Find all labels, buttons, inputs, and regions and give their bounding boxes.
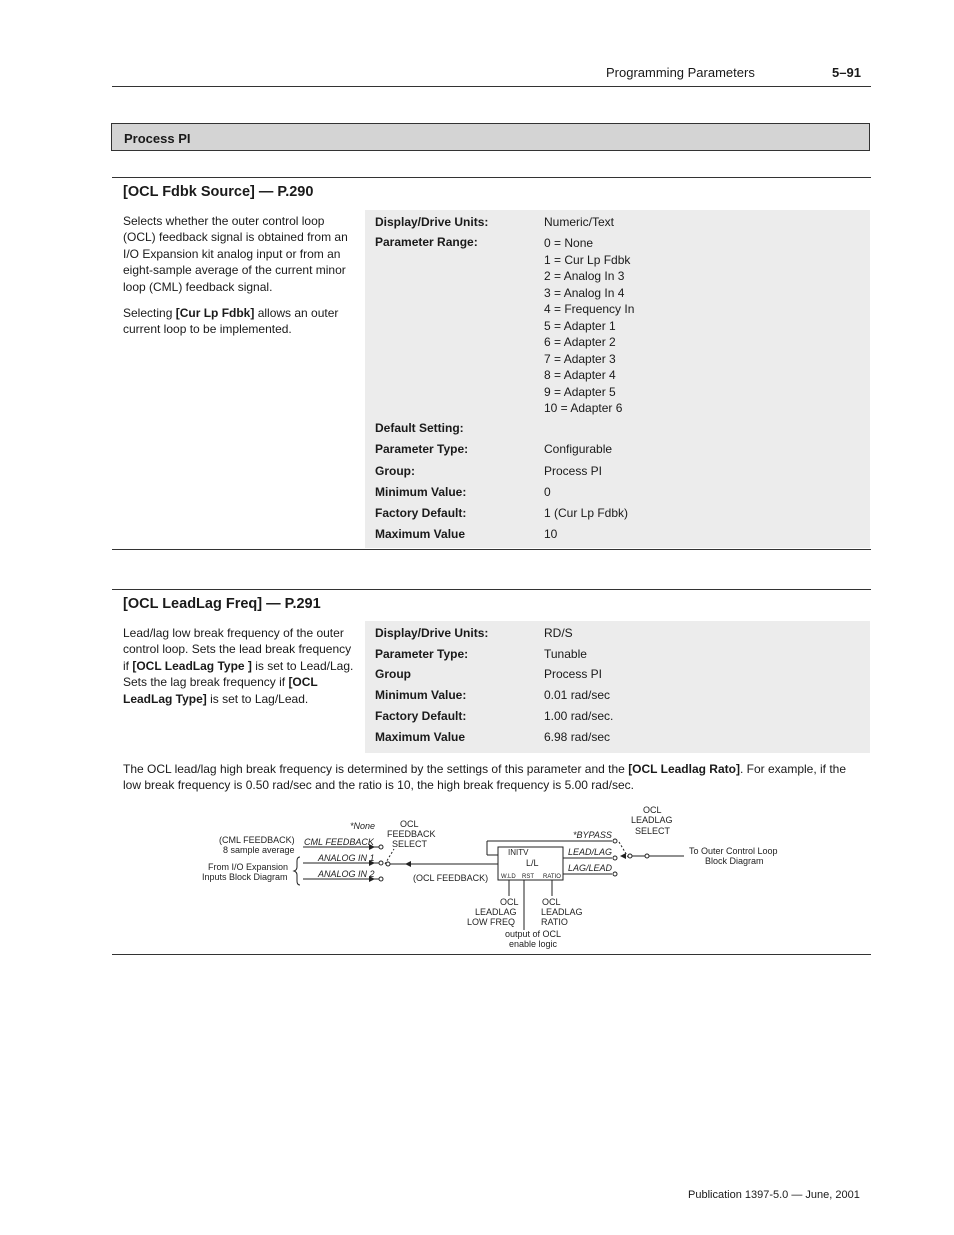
diagram-label: OCL xyxy=(400,819,419,829)
diagram-label: L/L xyxy=(526,858,539,868)
diagram-label: 8 sample average xyxy=(223,845,295,855)
param2-note: The OCL lead/lag high break frequency is determined by the settings of this parameter and the [OCL Leadlag Rato]. For example, if the low break frequency is 0.50 rad/sec and the ratio is 10, the high break frequency is 5.00 rad/sec. xyxy=(123,762,847,793)
diagram-label: CML FEEDBACK xyxy=(304,837,374,847)
diagram-label: INITV xyxy=(508,848,529,857)
param2-attributes-panel: Display/Drive Units: RD/S Parameter Type: Tunable Group Process PI Minimum Value: 0.01 rad/sec Factory Default: 1.00 rad/sec. Maximum Value 6.98 rad/sec xyxy=(365,621,870,753)
diagram-label: SELECT xyxy=(392,839,428,849)
diagram-label: OCL xyxy=(500,897,519,907)
diagram-label: ANALOG IN 1 xyxy=(318,853,375,863)
param1-title: [OCL Fdbk Source] — P.290 xyxy=(123,184,314,200)
diagram-label: FEEDBACK xyxy=(387,829,436,839)
diagram-label: OCL xyxy=(542,897,561,907)
diagram-label: (OCL FEEDBACK) xyxy=(413,873,489,883)
param2-bottom-rule xyxy=(112,954,871,955)
diagram-label: OCL xyxy=(643,805,662,815)
param2-description: Lead/lag low break frequency of the outer control loop. Sets the lead break frequency if [OCL LeadLag Type ] is set to Lead/Lag. Sets the lag break frequency if [OCL LeadLag Type] is set to Lag/Lead. xyxy=(123,626,354,706)
diagram-label: LEADLAG xyxy=(541,907,583,917)
running-header-title: Programming Parameters xyxy=(606,65,755,80)
diagram-label: RATIO xyxy=(541,917,568,927)
diagram-label: output of OCL xyxy=(505,929,562,939)
diagram-label: LEADLAG xyxy=(631,815,673,825)
diagram-label: LEAD/LAG xyxy=(568,847,613,857)
param1-attributes-panel: Display/Drive Units: Numeric/Text Parameter Range: 0 = None 1 = Cur Lp Fdbk 2 = Analog In 3 3 = Analog In 4 4 = Frequency In 5 = Adapter 1 6 = Adapter 2 7 = Adapter 3 8 = Adapter 4 9 = Adapter 5 10 = Adapter 6 Default Setting: Parameter Type: Configurable Group: Process PI Minimum Value: 0 Factory Default: 1 (Cur Lp Fdbk) Maximum Value 10 xyxy=(365,210,870,548)
diagram-label: Block Diagram xyxy=(705,856,764,866)
param2-title: [OCL LeadLag Freq] — P.291 xyxy=(123,596,321,612)
diagram-label: ANALOG IN 2 xyxy=(318,869,375,879)
param1-desc-para2: Selecting [Cur Lp Fdbk] allows an outer current loop to be implemented. xyxy=(123,306,339,337)
page-number: 5–91 xyxy=(832,65,861,80)
diagram-label: From I/O Expansion xyxy=(208,862,289,872)
param1-desc-para1: Selects whether the outer control loop (OCL) feedback signal is obtained from an I/O Expansion kit analog input or from an eight-sample average of the current minor loop (CML) feedback signal. xyxy=(123,214,348,294)
diagram-label: LEADLAG xyxy=(475,907,517,917)
diagram-label: RATIO xyxy=(543,874,561,880)
diagram-label: To Outer Control Loop xyxy=(689,846,778,856)
diagram-label: LAG/LEAD xyxy=(568,863,613,873)
publication-footer: Publication 1397-5.0 — June, 2001 xyxy=(688,1189,860,1201)
diagram-label: *BYPASS xyxy=(573,830,612,840)
diagram-label: Inputs Block Diagram xyxy=(202,872,288,882)
section-title: Process PI xyxy=(124,131,191,146)
diagram-label: (CML FEEDBACK) xyxy=(219,835,295,845)
diagram-label: *None xyxy=(350,821,376,831)
diagram-label: RST xyxy=(522,874,534,880)
diagram-label: W.LD xyxy=(501,874,516,880)
diagram-label: SELECT xyxy=(635,826,671,836)
diagram-label: LOW FREQ xyxy=(467,917,516,927)
diagram-label: enable logic xyxy=(509,939,558,949)
